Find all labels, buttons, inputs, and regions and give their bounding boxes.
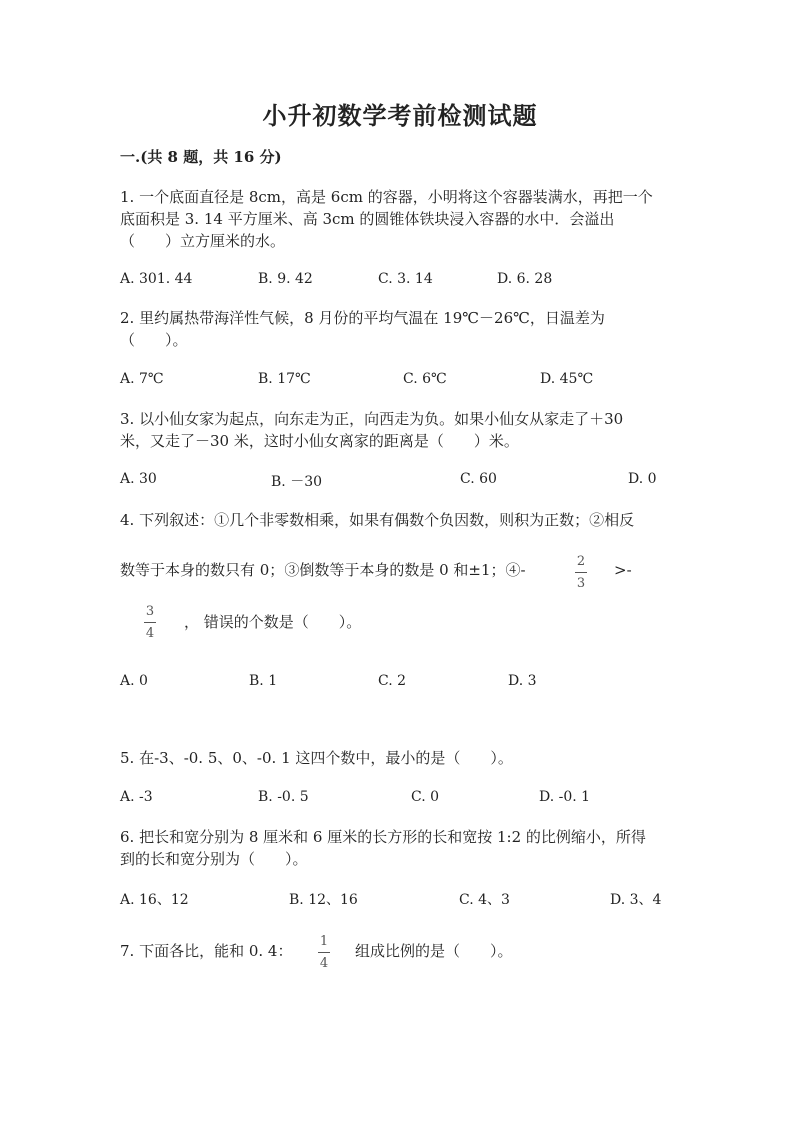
- question-4-line-1: 4. 下列叙述：①几个非零数相乘，如果有偶数个负因数，则积为正数；②相反: [120, 511, 635, 529]
- question-5-option-c[interactable]: C. 0: [411, 789, 440, 805]
- fraction-bar: [575, 572, 587, 573]
- fraction-denominator: 4: [319, 956, 329, 971]
- question-6-line-2: 到的长和宽分别为（ ）。: [120, 850, 308, 868]
- question-4-line-2: 数等于本身的数只有 0；③倒数等于本身的数是 0 和±1；④-: [120, 561, 526, 579]
- question-4-inequality: >-: [614, 561, 632, 579]
- question-5-option-a[interactable]: A. -3: [120, 789, 153, 805]
- question-7-suffix: 组成比例的是（ ）。: [355, 942, 513, 960]
- fraction-numerator: 2: [576, 554, 586, 569]
- question-4-line-3: ， 错误的个数是（ ）。: [184, 613, 362, 631]
- question-3-option-c[interactable]: C. 60: [460, 471, 497, 487]
- fraction-numerator: 3: [145, 604, 155, 619]
- question-4-option-a[interactable]: A. 0: [120, 673, 148, 689]
- question-1-line-2: 底面积是 3. 14 平方厘米、高 3cm 的圆锥体铁块浸入容器的水中．会溢出: [120, 210, 615, 228]
- question-5-option-b[interactable]: B. -0. 5: [258, 789, 309, 805]
- question-1-line-3: （ ）立方厘米的水。: [120, 232, 286, 250]
- question-6-option-c[interactable]: C. 4、3: [459, 892, 510, 908]
- question-1-option-d[interactable]: D. 6. 28: [497, 271, 553, 287]
- fraction-two-thirds: [575, 554, 587, 591]
- section-heading: 一.(共 8 题，共 16 分): [120, 148, 282, 166]
- fraction-bar: [318, 952, 330, 953]
- question-1-option-c[interactable]: C. 3. 14: [378, 271, 433, 287]
- question-3-option-a[interactable]: A. 30: [120, 471, 157, 487]
- question-2-option-c[interactable]: C. 6℃: [403, 371, 447, 387]
- question-1-line-1: 1. 一个底面直径是 8cm，高是 6cm 的容器，小明将这个容器装满水，再把一个: [120, 188, 653, 206]
- question-4-option-b[interactable]: B. 1: [249, 673, 278, 689]
- question-4-option-c[interactable]: C. 2: [378, 673, 407, 689]
- fraction-three-quarters: [144, 604, 156, 641]
- question-5-line: 5. 在-3、-0. 5、0、-0. 1 这四个数中，最小的是（ ）。: [120, 749, 513, 767]
- fraction-denominator: 3: [576, 576, 586, 591]
- question-2-line-2: （ ）。: [120, 331, 188, 349]
- question-1-option-b[interactable]: B. 9. 42: [258, 271, 313, 287]
- fraction-bar: [144, 622, 156, 623]
- question-2-option-a[interactable]: A. 7℃: [120, 371, 164, 387]
- question-2-line-1: 2. 里约属热带海洋性气候，8 月份的平均气温在 19℃－26℃，日温差为: [120, 309, 605, 327]
- question-3-option-b[interactable]: B. －30: [271, 474, 323, 490]
- question-5-option-d[interactable]: D. -0. 1: [539, 789, 591, 805]
- question-2-option-b[interactable]: B. 17℃: [258, 371, 311, 387]
- question-4-option-d[interactable]: D. 3: [508, 673, 537, 689]
- fraction-denominator: 4: [145, 626, 155, 641]
- question-6-option-d[interactable]: D. 3、4: [610, 892, 662, 908]
- page-title: 小升初数学考前检测试题: [262, 101, 538, 130]
- question-3-line-1: 3. 以小仙女家为起点，向东走为正，向西走为负。如果小仙女从家走了＋30: [120, 410, 624, 428]
- question-3-line-2: 米，又走了－30 米，这时小仙女离家的距离是（ ）米。: [120, 432, 519, 450]
- question-1-option-a[interactable]: A. 301. 44: [120, 271, 193, 287]
- question-6-option-b[interactable]: B. 12、16: [289, 892, 358, 908]
- fraction-numerator: 1: [319, 934, 329, 949]
- question-7-prefix: 7. 下面各比，能和 0. 4：: [120, 942, 293, 960]
- question-2-option-d[interactable]: D. 45℃: [540, 371, 594, 387]
- question-6-line-1: 6. 把长和宽分别为 8 厘米和 6 厘米的长方形的长和宽按 1:2 的比例缩小，所得: [120, 828, 646, 846]
- question-3-option-d[interactable]: D. 0: [628, 471, 657, 487]
- question-6-option-a[interactable]: A. 16、12: [120, 892, 189, 908]
- fraction-one-quarter: [318, 934, 330, 971]
